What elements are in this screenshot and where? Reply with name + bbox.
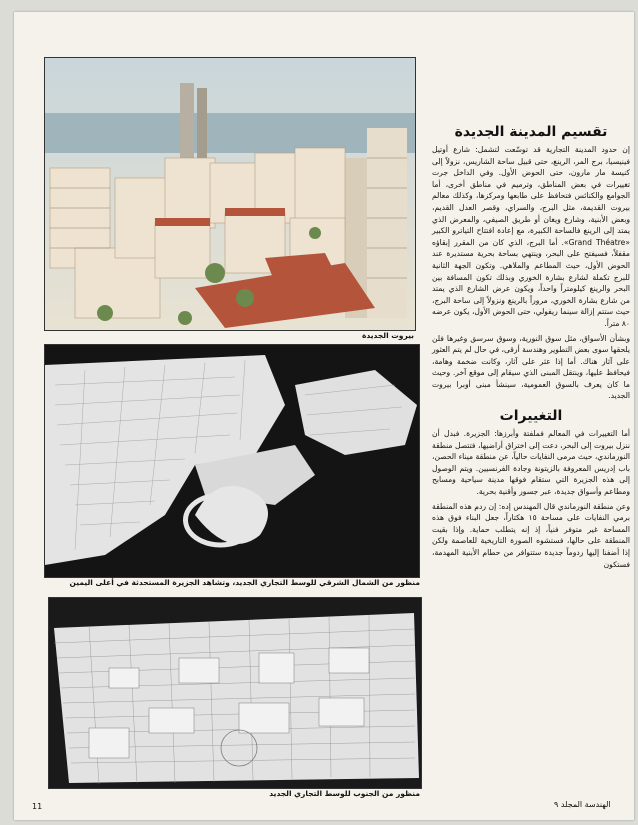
article-paragraph: إن حدود المدينة التجارية قد توسّعت لتشمل: شارع أوتيل فينيسيا، برج المر، الرينغ، حتى قبيل ساحة الشاريس، نزولاً إلى كنيسة مار مارون، حتى الحوض الأول. وفي الداخل جرت تغييرات في بعض المناطق، وترميم في مناطق أخرى، أما الجوامع والكنائس فتحافظ على طابعها ومركزها، وكذلك معالم بيروت القديمة، مثل البرج، والسراي، وقصر العدل القديم، وبعض الأبنية، وشارع ويغان أو طريق الصيفي، والمعرض الذي يمتد إلى الرينغ فالساحة الكبيرة، مع إعادة افتتاح التياترو الكبير «Grand Théatre». أما البرج، الذي كان من المقرر إبقاؤه مقفلاً، فسيفتح على البحر، وينتهي بساحة بحرية مستديرة عند الحوض الأول، حيث المطاعم والملاهي. وتكون الجهة الثانية للبرج تكملة لشارع بشارة الخوري وبذلك تكون المسافة بين البحر والرينغ كيلومتراً واحداً، ويكون عرض الشارع الذي يمتد من شارع بشارة الخوري، مروراً بالرينغ ونزولاً إلى ساحة البرج، حيث ستتم إزالة سينما ريفولي، حتى الحوض الأول، يكون عرضه ٨٠ متراً. <box>432 145 631 328</box>
cityscape-illustration <box>45 58 415 330</box>
south-perspective-photo <box>48 597 422 789</box>
section-heading-city-division: تقسيم المدينة الجديدة <box>454 124 608 140</box>
page-number: 11 <box>32 802 43 811</box>
northeast-perspective-photo <box>44 344 420 578</box>
article-paragraph: وبشأن الأسواق، مثل سوق النورية، وسوق سرسق وغيرها فلن يلحقها سوى بعض التطوير وهندسة أرقى، في حال لم يتم العثور على آثار هناك. أما إذا عثر على آثار، وكانت ضخمة وهامة، فيحافظ عليها، وينتقل المبنى الذي سيقام إلى موقع آخر. وحيث ما كان يعرف بالسوق العمومية، سينشأ مبنى أوبرا بيروت الجديد. <box>432 333 630 401</box>
model-illustration-northeast <box>45 345 419 577</box>
magazine-page <box>14 12 634 820</box>
article-paragraph: أما التغييرات في المعالم فملفتة وأبرزها: الجزيرة. فبدل أن ننزل بيروت إلى البحر، دعت إلى اختراق أراضيها، فتتصل منطقة النورماندي، حيث مرمى النفايات حالياً، عن منطقة ميناء الحصن، باب إدريس المعروفة بالزيتونة وجادة الفرنسيين. ويتم الوصول إلى هذه الجزيرة التي ستقام فوقها مدينة سياحية ومسابح ومطاعم وأسواق جديدة، عبر جسور وأقنية بحرية. <box>432 429 630 497</box>
model-illustration-south <box>49 598 421 788</box>
section-heading-changes: التغييرات <box>499 408 563 425</box>
article-column <box>432 124 630 573</box>
new-beirut-photo <box>44 57 416 331</box>
article-paragraph: وعن منطقة النورماندي قال المهندس إده: إن ردم هذه المنطقة برمي النفايات على مساحة ١٥ هكتاراً، جعل البناء فوق هذه المساحة غير متوفر فنياً، إذ إنه يتطلب حماية. وإذا بقيت المنطقة على حالها، فستشوه الصورة التاريخية للعاصمة ولكن إذا أضفنا إليها ردوماً جديدة ستتوافر من حطام الأبنية المهدمة، فستكون <box>432 501 630 569</box>
photo1-caption: بيروت الجديدة <box>361 331 414 340</box>
photo2-caption: منظور من الشمال الشرقي للوسط التجاري الجديد، وتشاهد الجزيرة المستحدثة في أعلى اليمين <box>69 578 420 587</box>
magazine-name: الهندسة المجلد ٩ <box>554 800 611 809</box>
photo3-caption: منظور من الجنوب للوسط التجاري الجديد <box>269 789 420 798</box>
